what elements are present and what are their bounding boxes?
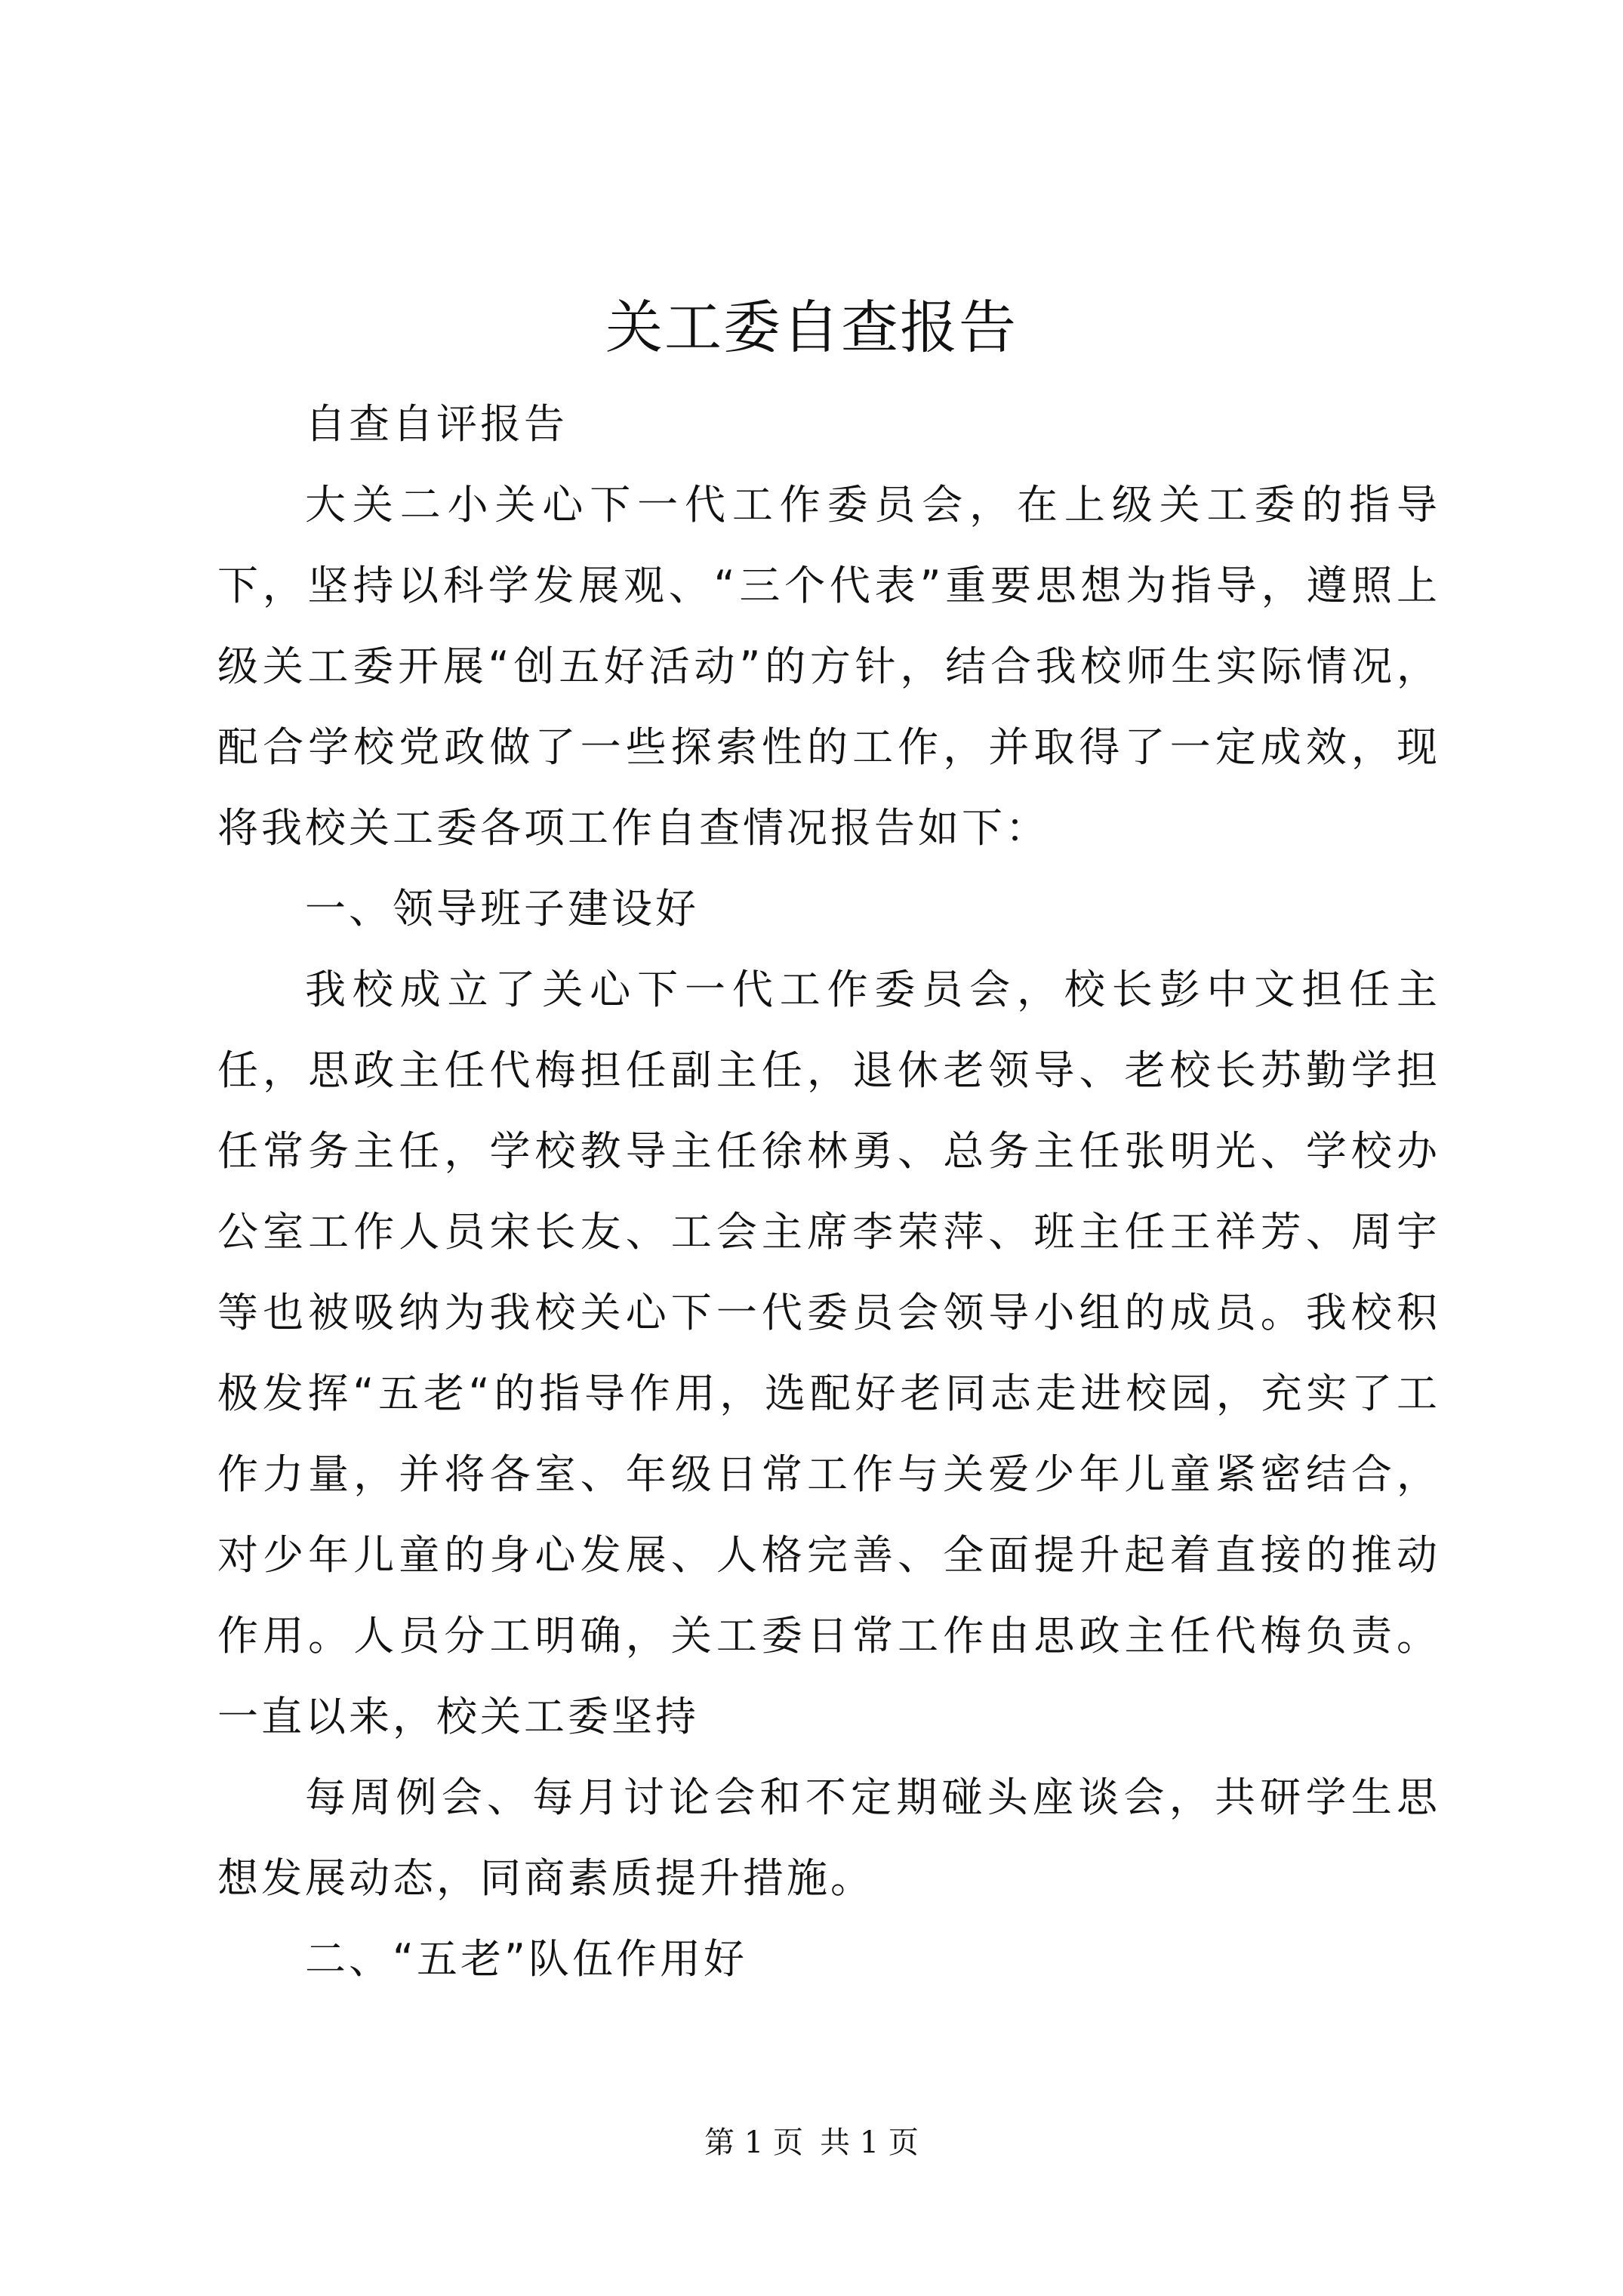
- subtitle-paragraph: 自查自评报告: [305, 400, 568, 448]
- section-1-paragraph: 我校成立了关心下一代工作委员会，校长彭中文担任主任，思政主任代梅担任副主任，退休老领导、老校长苏勤学担任常务主任，学校教导主任徐林勇、总务主任张明光、学校办公室工作人员宋长友、工会主席李荣萍、班主任王祥芳、周宇等也被吸纳为我校关心下一代委员会领导小组的成员。我校积极发挥“五老“的指导作用，选配好老同志走进校园，充实了工作力量，并将各室、年级日常工作与关爱少年儿童紧密结合，对少年儿童的身心发展、人格完善、全面提升起着直接的推动作用。人员分工明确，关工委日常工作由思政主任代梅负责。一直以来，校关工委坚持: [217, 966, 1440, 1740]
- page-footer: [0, 2122, 1623, 2164]
- intro-paragraph: 大关二小关心下一代工作委员会，在上级关工委的指导下，坚持以科学发展观、“三个代表”重要思想为指导，遵照上级关工委开展“创五好活动”的方针，结合我校师生实际情况，配合学校党政做了一些探索性的工作，并取得了一定成效，现将我校关工委各项工作自查情况报告如下：: [217, 481, 1440, 852]
- section-heading-2: 二、“五老”队伍作用好: [305, 1935, 747, 1983]
- page-total: 共 1 页: [820, 2125, 919, 2160]
- document-body: [217, 384, 1440, 1999]
- page-number: 第 1 页: [704, 2125, 803, 2160]
- document-title: 关工委自查报告: [605, 294, 1018, 361]
- section-heading-1: 一、领导班子建设好: [305, 885, 699, 932]
- section-1-paragraph-continued: 每周例会、每月讨论会和不定期碰头座谈会，共研学生思想发展动态，同商素质提升措施。: [217, 1774, 1440, 1902]
